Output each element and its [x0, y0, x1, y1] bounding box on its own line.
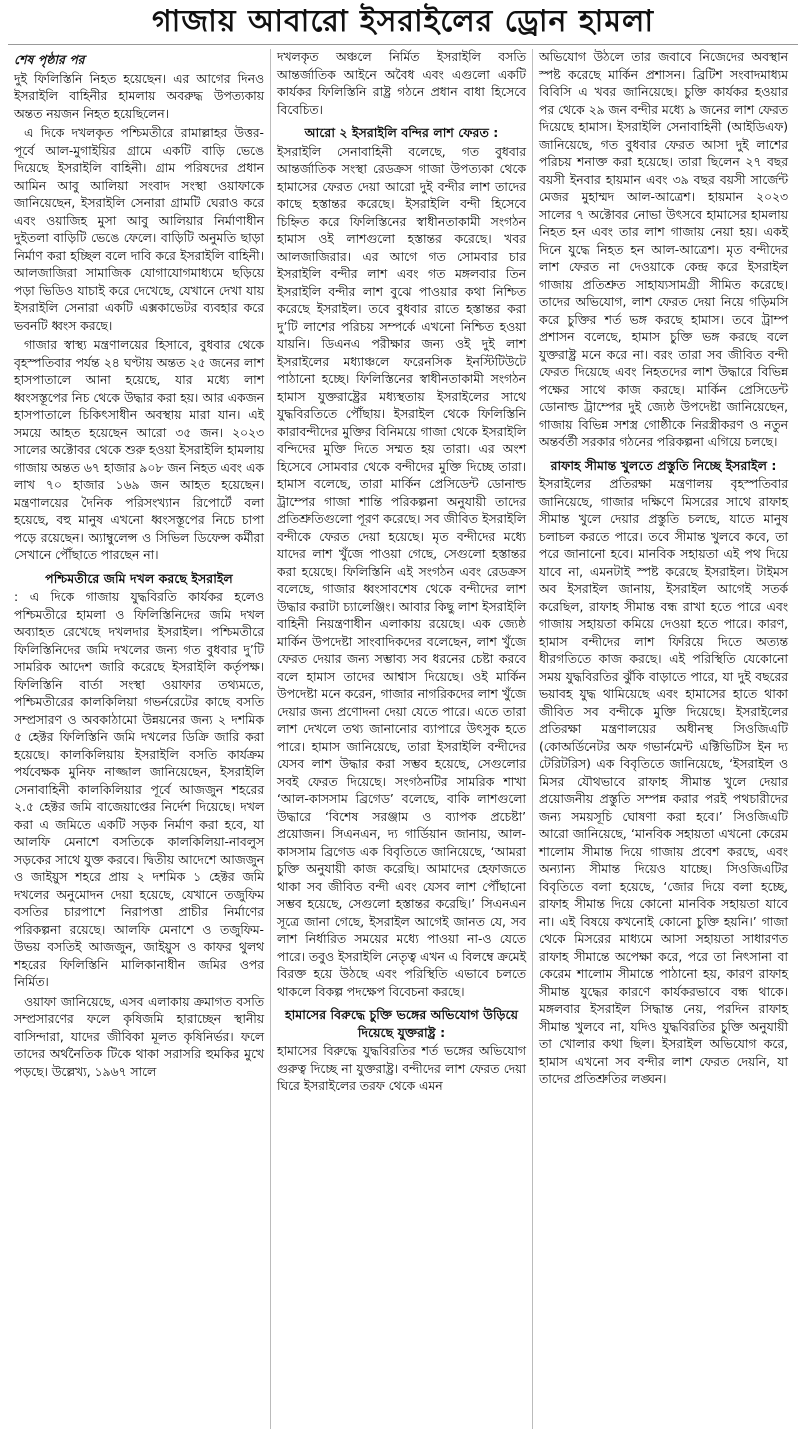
- column-1: [8, 49, 270, 1429]
- continued-from-label: শেষ পৃষ্ঠার পর: [14, 52, 85, 67]
- paragraph: গাজার স্বাস্থ্য মন্ত্রণালয়ের হিসাবে, বুধবার থেকে বৃহস্পতিবার পর্যন্ত ২৪ ঘণ্টায় অন্তত ২৫ জনের লাশ হাসপাতালে আনা হয়েছে, যার মধ্যে লাশ ধ্বংসস্তূপের নিচ থেকে উদ্ধার করা হয়। আর একজন হাসপাতালে চিকিৎসাধীন অবস্থায় মারা যান। এই সময়ে আহত হয়েছেন আরো ৩৫ জন। ২০২৩ সালের অক্টোবর থেকে শুরু হওয়া ইসরাইলি হামলায় গাজায় অন্তত ৬৭ হাজার ৯০৮ জন নিহত এবং এক লাখ ৭০ হাজার ১৬৯ জন আহত হয়েছেন। মন্ত্রণালয়ের দৈনিক পরিসংখ্যান রিপোর্টে বলা হয়েছে, বহু মানুষ এখনো ধ্বংসস্তূপের নিচে চাপা পড়ে রয়েছেন। অ্যাম্বুলেন্স ও সিভিল ডিফেন্স কর্মীরা সেখানে পৌঁছাতে পারছেন না।: [14, 338, 264, 562]
- paragraph: দুই ফিলিস্তিনি নিহত হয়েছেন। এর আগের দিনও ইসরাইলি বাহিনীর হামলায় অবরুদ্ধ উপত্যকায় অন্তত নয়জন নিহত হয়েছিলেন।: [14, 71, 264, 121]
- column-3: [532, 49, 794, 1429]
- subheading: রাফাহ সীমান্ত খুলতে প্রস্তুতি নিচ্ছে ইসরাইল :: [550, 457, 777, 473]
- subheading: পশ্চিমতীরে জমি দখল করছে ইসরাইল: [45, 570, 233, 586]
- paragraph: ইসরাইলি সেনাবাহিনী বলেছে, গত বুধবার আন্তর্জাতিক সংস্থা রেডক্রস গাজা উপত্যকা থেকে হামাসের ফেরত দেয়া আরো দুই বন্দীর লাশ তাদের কাছে হস্তান্তর করেছে। ইসরাইলি বন্দী হিসেবে চিহ্নিত করে ফিলিস্তিনের স্বাধীনতাকামী সংগঠন হামাস ওই লাশগুলো হস্তান্তর করেছে। খবর আলজাজিরার। এর আগে গত সোমবার চার ইসরাইলি বন্দীর লাশ এবং গত মঙ্গলবার তিন ইসরাইলি বন্দীর লাশ বুঝে পাওয়ার কথা নিশ্চিত করেছে ইসরাইল। তবে বুধবার রাতে হস্তান্তর করা দু’টি লাশের পরিচয় সম্পর্কে এখনো নিশ্চিত হওয়া যায়নি। ডিএনএ পরীক্ষার জন্য ওই দুই লাশ ইসরাইলের মধ্যাঞ্চলে ফরেনসিক ইনস্টিটিউটে পাঠানো হচ্ছে। ফিলিস্তিনের স্বাধীনতাকামী সংগঠন হামাস যুক্তরাষ্ট্রের মধ্যস্থতায় ইসরাইলের সাথে যুদ্ধবিরতিতে পৌঁছায়। ইসরাইল থেকে ফিলিস্তিনি কারাবন্দীদের মুক্তির বিনিময়ে গাজা থেকে ইসরাইলি বন্দিদের মুক্তি দিতে সম্মত হয় তারা। এর অংশ হিসেবে সোমবার থেকে বন্দীদের মুক্তি দিচ্ছে তারা। হামাস বলেছে, তারা মার্কিন প্রেসিডেন্ট ডোনাল্ড ট্রাম্পের গাজা শান্তি পরিকল্পনা অনুযায়ী তাদের প্রতিশ্রুতিগুলো পূরণ করেছে। সব জীবিত ইসরাইলি বন্দীকে ফেরত দেয়া হয়েছে। মৃত বন্দীদের মধ্যে যাদের লাশ খুঁজে পাওয়া গেছে, সেগুলো হস্তান্তর করা হয়েছে। ফিলিস্তিনি এই সংগঠন এবং রেডক্রস বলেছে, গাজার ধ্বংসাবশেষ থেকে বন্দীদের লাশ উদ্ধার করাটা চ্যালেঞ্জিং। আবার কিছু লাশ ইসরাইলি বাহিনী নিয়ন্ত্রণাধীন এলাকায় রয়েছে। এক জ্যেষ্ঠ মার্কিন উপদেষ্টা সাংবাদিকদের বলেছেন, লাশ খুঁজে ফেরত দেয়ার জন্য সম্ভাব্য সব ধরনের চেষ্টা করবে বলে হামাস তাদের আশ্বাস দিয়েছে। ওই মার্কিন উপদেষ্টা মনে করেন, গাজার নাগরিকদের লাশ খুঁজে দেয়ার জন্য প্রণোদনা দেয়া যেতে পারে। এতে তারা লাশ দেখলে তথ্য জানানোর ব্যাপারে উৎসুক হতে পারে। হামাস জানিয়েছে, তারা ইসরাইলি বন্দীদের যেসব লাশ উদ্ধার করা সম্ভব হয়েছে, সেগুলোর সবই ফেরত দিয়েছে। সংগঠনটির সামরিক শাখা ‘আল-কাসসাম ব্রিগেড’ বলেছে, বাকি লাশগুলো উদ্ধারে ‘বিশেষ সরঞ্জাম ও ব্যাপক প্রচেষ্টা’ প্রয়োজন। সিএনএন, দ্য গার্ডিয়ান জানায়, আল-কাসসাম ব্রিগেড এক বিবৃতিতে জানিয়েছে, ‘আমরা চুক্তি অনুযায়ী কাজ করেছি। আমাদের হেফাজতে থাকা সব জীবিত বন্দী এবং যেসব লাশ পৌঁছানো সম্ভব হয়েছে, সেগুলো হস্তান্তর করেছি।’ সিএনএন সূত্রে জানা গেছে, ইসরাইল আগেই জানত যে, সব লাশ নির্ধারিত সময়ের মধ্যে পাওয়া না-ও যেতে পারে। তবুও ইসরাইলি নেতৃত্ব এখন এ বিলম্বে ক্রমেই বিরক্ত হয়ে উঠছে এবং পরিস্থিতি এভাবে চলতে থাকলে বিকল্প পদক্ষেপ বিবেচনা করছে।: [277, 144, 527, 999]
- headline: গাজায় আবারো ইসরাইলের ড্রোন হামলা: [8, 0, 798, 45]
- paragraph: ওয়াফা জানিয়েছে, এসব এলাকায় ক্রমাগত বসতি সম্প্রসারণের ফলে কৃষিজমি হারাচ্ছেন স্থানীয় বাসিন্দারা, যাদের জীবিকা মূলত কৃষিনির্ভর। ফলে তাদের অর্থনৈতিক টিকে থাকা সরাসরি হুমকির মুখে পড়ছে। উল্লেখ্য, ১৯৬৭ সালে: [14, 994, 264, 1079]
- paragraph: হামাসের বিরুদ্ধে যুদ্ধবিরতির শর্ত ভঙ্গের অভিযোগ গুরুত্ব দিচ্ছে না যুক্তরাষ্ট্র। বন্দীদের লাশ ফেরত দেয়া ঘিরে ইসরাইলের তরফ থেকে এমন: [277, 1044, 526, 1093]
- article-columns: [8, 49, 798, 1429]
- paragraph: দখলকৃত অঞ্চলে নির্মিত ইসরাইলি বসতি আন্তর্জাতিক আইনে অবৈধ এবং এগুলো একটি কার্যকর ফিলিস্তিনি রাষ্ট্র গঠনে প্রধান বাধা হিসেবে বিবেচিত।: [277, 50, 526, 117]
- paragraph: : এ দিকে গাজায় যুদ্ধবিরতি কার্যকর হলেও পশ্চিমতীরে হামলা ও ফিলিস্তিনিদের জমি দখল অব্যাহত রেখেছে দখলদার ইসরাইল। পশ্চিমতীরে ফিলিস্তিনিদের জমি দখলের জন্য গত বুধবার দু’টি সামরিক আদেশ জারি করেছে ইসরাইলি কর্তৃপক্ষ। ফিলিস্তিনি বার্তা সংস্থা ওয়াফার তথ্যমতে, পশ্চিমতীরের কালকিলিয়া গভর্নরেটের কাছে বসতি সম্প্রসারণ ও অবকাঠামো উন্নয়নের জন্য ২ দশমিক ৫ হেক্টর ফিলিস্তিনি জমি দখলের ডিক্রি জারি করা হয়েছে। কালকিলিয়ায় ইসরাইলি বসতি কার্যক্রম পর্যবেক্ষক মুনিফ নাজ্জাল জানিয়েছেন, ইসরাইলি সেনাবাহিনী কালকিলিয়ার পূর্বে আজজুন শহরের ২.৫ হেক্টর জমি বাজেয়াপ্তের নির্দেশ দিয়েছে। দখল করা এ জমিতে একটি সড়ক নির্মাণ করা হবে, যা আলফি মেনাশে বসতিকে কালকিলিয়া-নাবলুস সড়কের সাথে যুক্ত করবে। দ্বিতীয় আদেশে আজজুন ও জাইয়ুস শহরে প্রায় ২ দশমিক ১ হেক্টর জমি দখলের অনুমোদন দেয়া হয়েছে, যেখানে তজুফিম বসতির চারপাশে নিরাপত্তা প্রাচীর নির্মাণের পরিকল্পনা রয়েছে। আলফি মেনাশে ও তজুফিম- উভয় বসতিই আজজুন, জাইয়ুস ও কাফর থুলথ শহরের ফিলিস্তিনি মালিকানাধীন জমির ওপর নির্মিত।: [14, 590, 264, 989]
- subheading: আরো ২ ইসরাইলি বন্দির লাশ ফেরত :: [304, 125, 499, 140]
- column-2: [270, 49, 532, 1429]
- subheading: হামাসের বিরুদ্ধে চুক্তি ভঙ্গের অভিযোগ উড়িয়ে দিয়েছে যুক্তরাষ্ট্র :: [284, 1007, 519, 1040]
- paragraph: এ দিকে দখলকৃত পশ্চিমতীরে রামাল্লাহর উত্তর-পূর্বে আল-মুগাইয়ির গ্রামে একটি বাড়ি ভেঙে দিয়েছে ইসরাইলি বাহিনী। গ্রাম পরিষদের প্রধান আমিন আবু আলিয়া সংবাদ সংস্থা ওয়াফাকে জানিয়েছেন, ইসরাইলি সেনারা গ্রামটি ঘেরাও করে এবং ওয়াজিহ মুসা আবু আলিয়ার নির্মাণাধীন দুইতলা বাড়িটি ভেঙে ফেলে। বাড়িটি অনুমতি ছাড়া নির্মাণ করা হচ্ছিল বলে দাবি করে ইসরাইলি বাহিনী। আলজাজিরা সামাজিক যোগাযোগমাধ্যমে ছড়িয়ে পড়া ভিডিও যাচাই করে দেখেছে, যেখানে দেখা যায় ইসরাইলি সেনারা একটি এক্সকাভেটর ব্যবহার করে ভবনটি ধ্বংস করছে।: [14, 126, 264, 333]
- paragraph: অভিযোগ উঠলে তার জবাবে নিজেদের অবস্থান স্পষ্ট করেছে মার্কিন প্রশাসন। ব্রিটিশ সংবাদমাধ্যম বিবিসি এ খবর জানিয়েছে। চুক্তি কার্যকর হওয়ার পর থেকে ২৯ জন বন্দীর মধ্যে ৯ জনের লাশ ফেরত দিয়েছে হামাস। ইসরাইলি সেনাবাহিনী (আইডিএফ) জানিয়েছে, গত বুধবার ফেরত আসা দুই লাশের পরিচয় শনাক্ত করা হয়েছে। তারা ছিলেন ২৭ বছর বয়সী ইনবার হায়মান এবং ৩৯ বছর বয়সী সার্জেন্ট মেজর মুহাম্মদ আল-আত্রেশ। হায়মান ২০২৩ সালের ৭ অক্টোবর নোভা উৎসবে হামাসের হামলায় নিহত হন এবং তার লাশ গাজায় নেয়া হয়। একই দিনে যুদ্ধে নিহত হন আল-আত্রেশ। মৃত বন্দীদের লাশ ফেরত না দেওয়াকে কেন্দ্র করে ইসরাইল গাজায় প্রতিশ্রুত সাহায্যসামগ্রী সীমিত করেছে। তাদের অভিযোগ, লাশ ফেরত দেয়া নিয়ে গড়িমসি করে চুক্তির শর্ত ভঙ্গ করছে হামাস। তবে ট্রাম্প প্রশাসন বলেছে, হামাস চুক্তি ভঙ্গ করছে বলে যুক্তরাষ্ট্র মনে করে না। বরং তারা সব জীবিত বন্দী ফেরত দিয়েছে এবং নিহতদের লাশ উদ্ধারে বিভিন্ন পক্ষের সাথে কাজ করছে। মার্কিন প্রেসিডেন্ট ডোনাল্ড ট্রাম্পের দুই জ্যেষ্ঠ উপদেষ্টা জানিয়েছেন, গাজায় বিভিন্ন সশস্ত্র গোষ্ঠীকে নিরস্ত্রীকরণ ও নতুন অন্তর্বর্তী সরকার গঠনের পরিকল্পনা এগিয়ে চলছে।: [539, 50, 788, 449]
- paragraph: ইসরাইলের প্রতিরক্ষা মন্ত্রণালয় বৃহস্পতিবার জানিয়েছে, গাজার দক্ষিণে মিসরের সাথে রাফাহ সীমান্ত খুলে দেয়ার প্রস্তুতি চলছে, যাতে মানুষ চলাচল করতে পারে। তবে সীমান্ত খুলবে কবে, তা পরে জানানো হবে। মানবিক সহায়তা এই পথ দিয়ে যাবে না, এমনটাই স্পষ্ট করেছে ইসরাইল। টাইমস অব ইসরাইল জানায়, ইসরাইল আগেই সতর্ক করেছিল, রাফাহ সীমান্ত বন্ধ রাখা হতে পারে এবং গাজায় সহায়তা কমিয়ে দেওয়া হতে পারে। কারণ, হামাস বন্দীদের লাশ ফিরিয়ে দিতে অত্যন্ত ধীরগতিতে কাজ করছে। এই পরিস্থিতি যেকোনো সময় যুদ্ধবিরতির ঝুঁকি বাড়াতে পারে, যা দুই বছরের ভয়াবহ যুদ্ধ থামিয়েছে এবং হামাসের হাতে থাকা জীবিত সব বন্দীকে মুক্তি দিয়েছে। ইসরাইলের প্রতিরক্ষা মন্ত্রণালয়ের অধীনস্থ সিওজিএটি (কোঅর্ডিনেটর অফ গভার্নমেন্ট এক্টিভিটিস ইন দ্য টেরিটরিস) এক বিবৃতিতে জানিয়েছে, ‘ইসরাইল ও মিসর যৌথভাবে রাফাহ সীমান্ত খুলে দেয়ার প্রয়োজনীয় প্রস্তুতি সম্পন্ন করার পরই পথচারীদের জন্য সময়সূচি ঘোষণা করা হবে।’ সিওজিএটি আরো জানিয়েছে, ‘মানবিক সহায়তা এখনো কেরেম শালোম সীমান্ত দিয়ে গাজায় প্রবেশ করছে, এবং অন্যান্য সীমান্ত দিয়েও যাচ্ছে। সিওজিএটির বিবৃতিতে বলা হয়েছে, ‘জোর দিয়ে বলা হচ্ছে, রাফাহ সীমান্ত দিয়ে কোনো মানবিক সহায়তা যাবে না। এই বিষয়ে কখনোই কোনো চুক্তি হয়নি।’ গাজা থেকে মিসরের মাধ্যমে আসা সহায়তা সাধারণত রাফাহ সীমান্তে অপেক্ষা করে, পরে তা নিৎসানা বা কেরেম শালোম সীমান্তে পাঠানো হয়, কারণ রাফাহ সীমান্ত যুদ্ধের কারণে কার্যকরভাবে বন্ধ থাকে। মঙ্গলবার ইসরাইল সিদ্ধান্ত নেয়, পরদিন রাফাহ সীমান্ত খুলবে না, যদিও যুদ্ধবিরতির চুক্তি অনুযায়ী তা খোলার কথা ছিল। ইসরাইল অভিযোগ করে, হামাস এখনো সব বন্দীর লাশ ফেরত দেয়নি, যা তাদের প্রতিশ্রুতির লঙ্ঘন।: [539, 477, 788, 1086]
